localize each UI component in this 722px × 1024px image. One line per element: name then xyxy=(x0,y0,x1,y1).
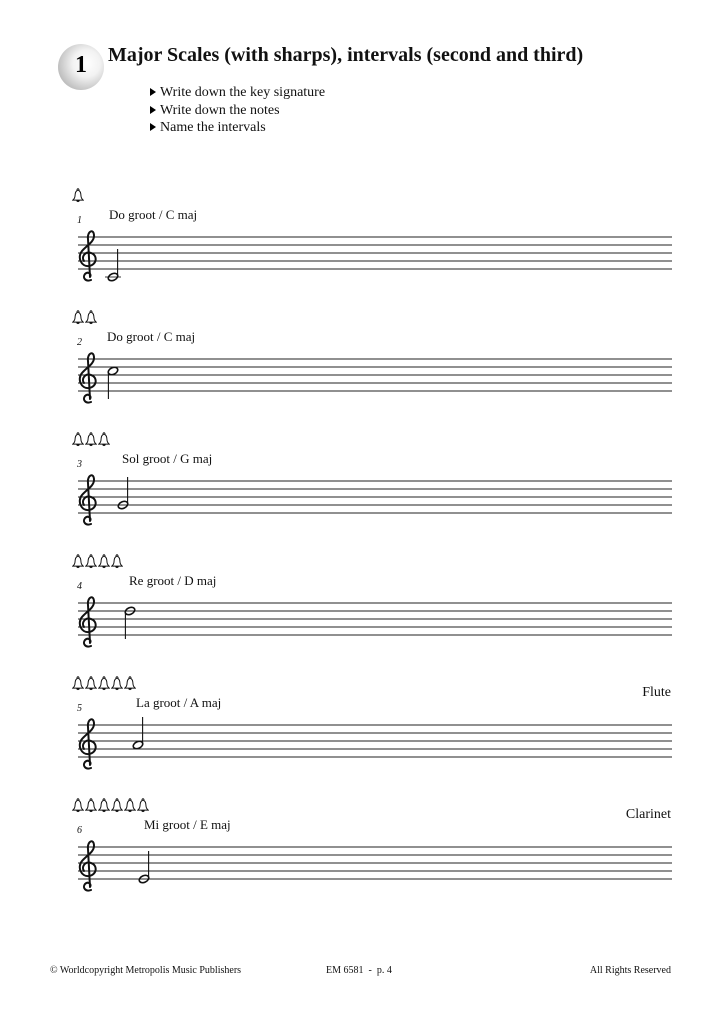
exercise-block xyxy=(0,553,722,673)
instruction-text: Name the intervals xyxy=(160,120,266,135)
instrument-label: Clarinet xyxy=(625,807,671,822)
exercise-number: 1 xyxy=(75,52,87,78)
treble-clef-icon xyxy=(80,719,96,768)
instruction-text: Write down the key signature xyxy=(160,85,326,100)
exercise-line-number: 1 xyxy=(77,215,82,226)
treble-clef-icon xyxy=(80,475,96,524)
exercise-line-number: 4 xyxy=(77,581,82,592)
exercise-number-badge xyxy=(58,44,104,90)
footer-page-ref: EM 6581 - p. 4 xyxy=(326,965,392,976)
exercise-line-number: 6 xyxy=(77,825,82,836)
treble-clef-icon xyxy=(80,231,96,280)
music-staff xyxy=(0,797,722,917)
music-staff xyxy=(0,309,722,429)
triangle-right-icon xyxy=(150,106,156,114)
triangle-right-icon xyxy=(150,88,156,96)
instruction-item xyxy=(150,84,325,102)
page-title: Major Scales (with sharps), intervals (second and third) xyxy=(108,44,584,66)
footer-rights: All Rights Reserved xyxy=(589,965,671,976)
scale-label: La groot / A maj xyxy=(136,695,222,710)
treble-clef-icon xyxy=(80,841,96,890)
footer-copyright: © Worldcopyright Metropolis Music Publishers xyxy=(50,965,242,976)
scale-label: Do groot / C maj xyxy=(109,207,198,222)
exercise-block xyxy=(0,797,722,917)
scale-label: Sol groot / G maj xyxy=(122,451,213,466)
scale-label: Mi groot / E maj xyxy=(144,817,231,832)
exercise-block xyxy=(0,187,722,307)
scale-label: Re groot / D maj xyxy=(129,573,217,588)
half-note xyxy=(107,366,119,399)
scale-label: Do groot / C maj xyxy=(107,329,196,344)
exercise-line-number: 5 xyxy=(77,703,82,714)
music-staff xyxy=(0,553,722,673)
instruction-list xyxy=(150,84,325,137)
music-staff xyxy=(0,187,722,307)
exercise-block xyxy=(0,309,722,429)
music-staff xyxy=(0,431,722,551)
music-staff xyxy=(0,675,722,795)
treble-clef-icon xyxy=(80,353,96,402)
exercise-block xyxy=(0,675,722,795)
treble-clef-icon xyxy=(80,597,96,646)
instruction-text: Write down the notes xyxy=(160,102,280,118)
half-note xyxy=(105,249,121,282)
exercise-block xyxy=(0,431,722,551)
instruction-item xyxy=(150,102,325,120)
instrument-label: Flute xyxy=(642,685,671,700)
half-note xyxy=(132,717,144,750)
triangle-right-icon xyxy=(150,123,156,131)
exercise-line-number: 3 xyxy=(77,459,82,470)
exercise-line-number: 2 xyxy=(77,337,82,348)
instruction-item xyxy=(150,119,325,137)
